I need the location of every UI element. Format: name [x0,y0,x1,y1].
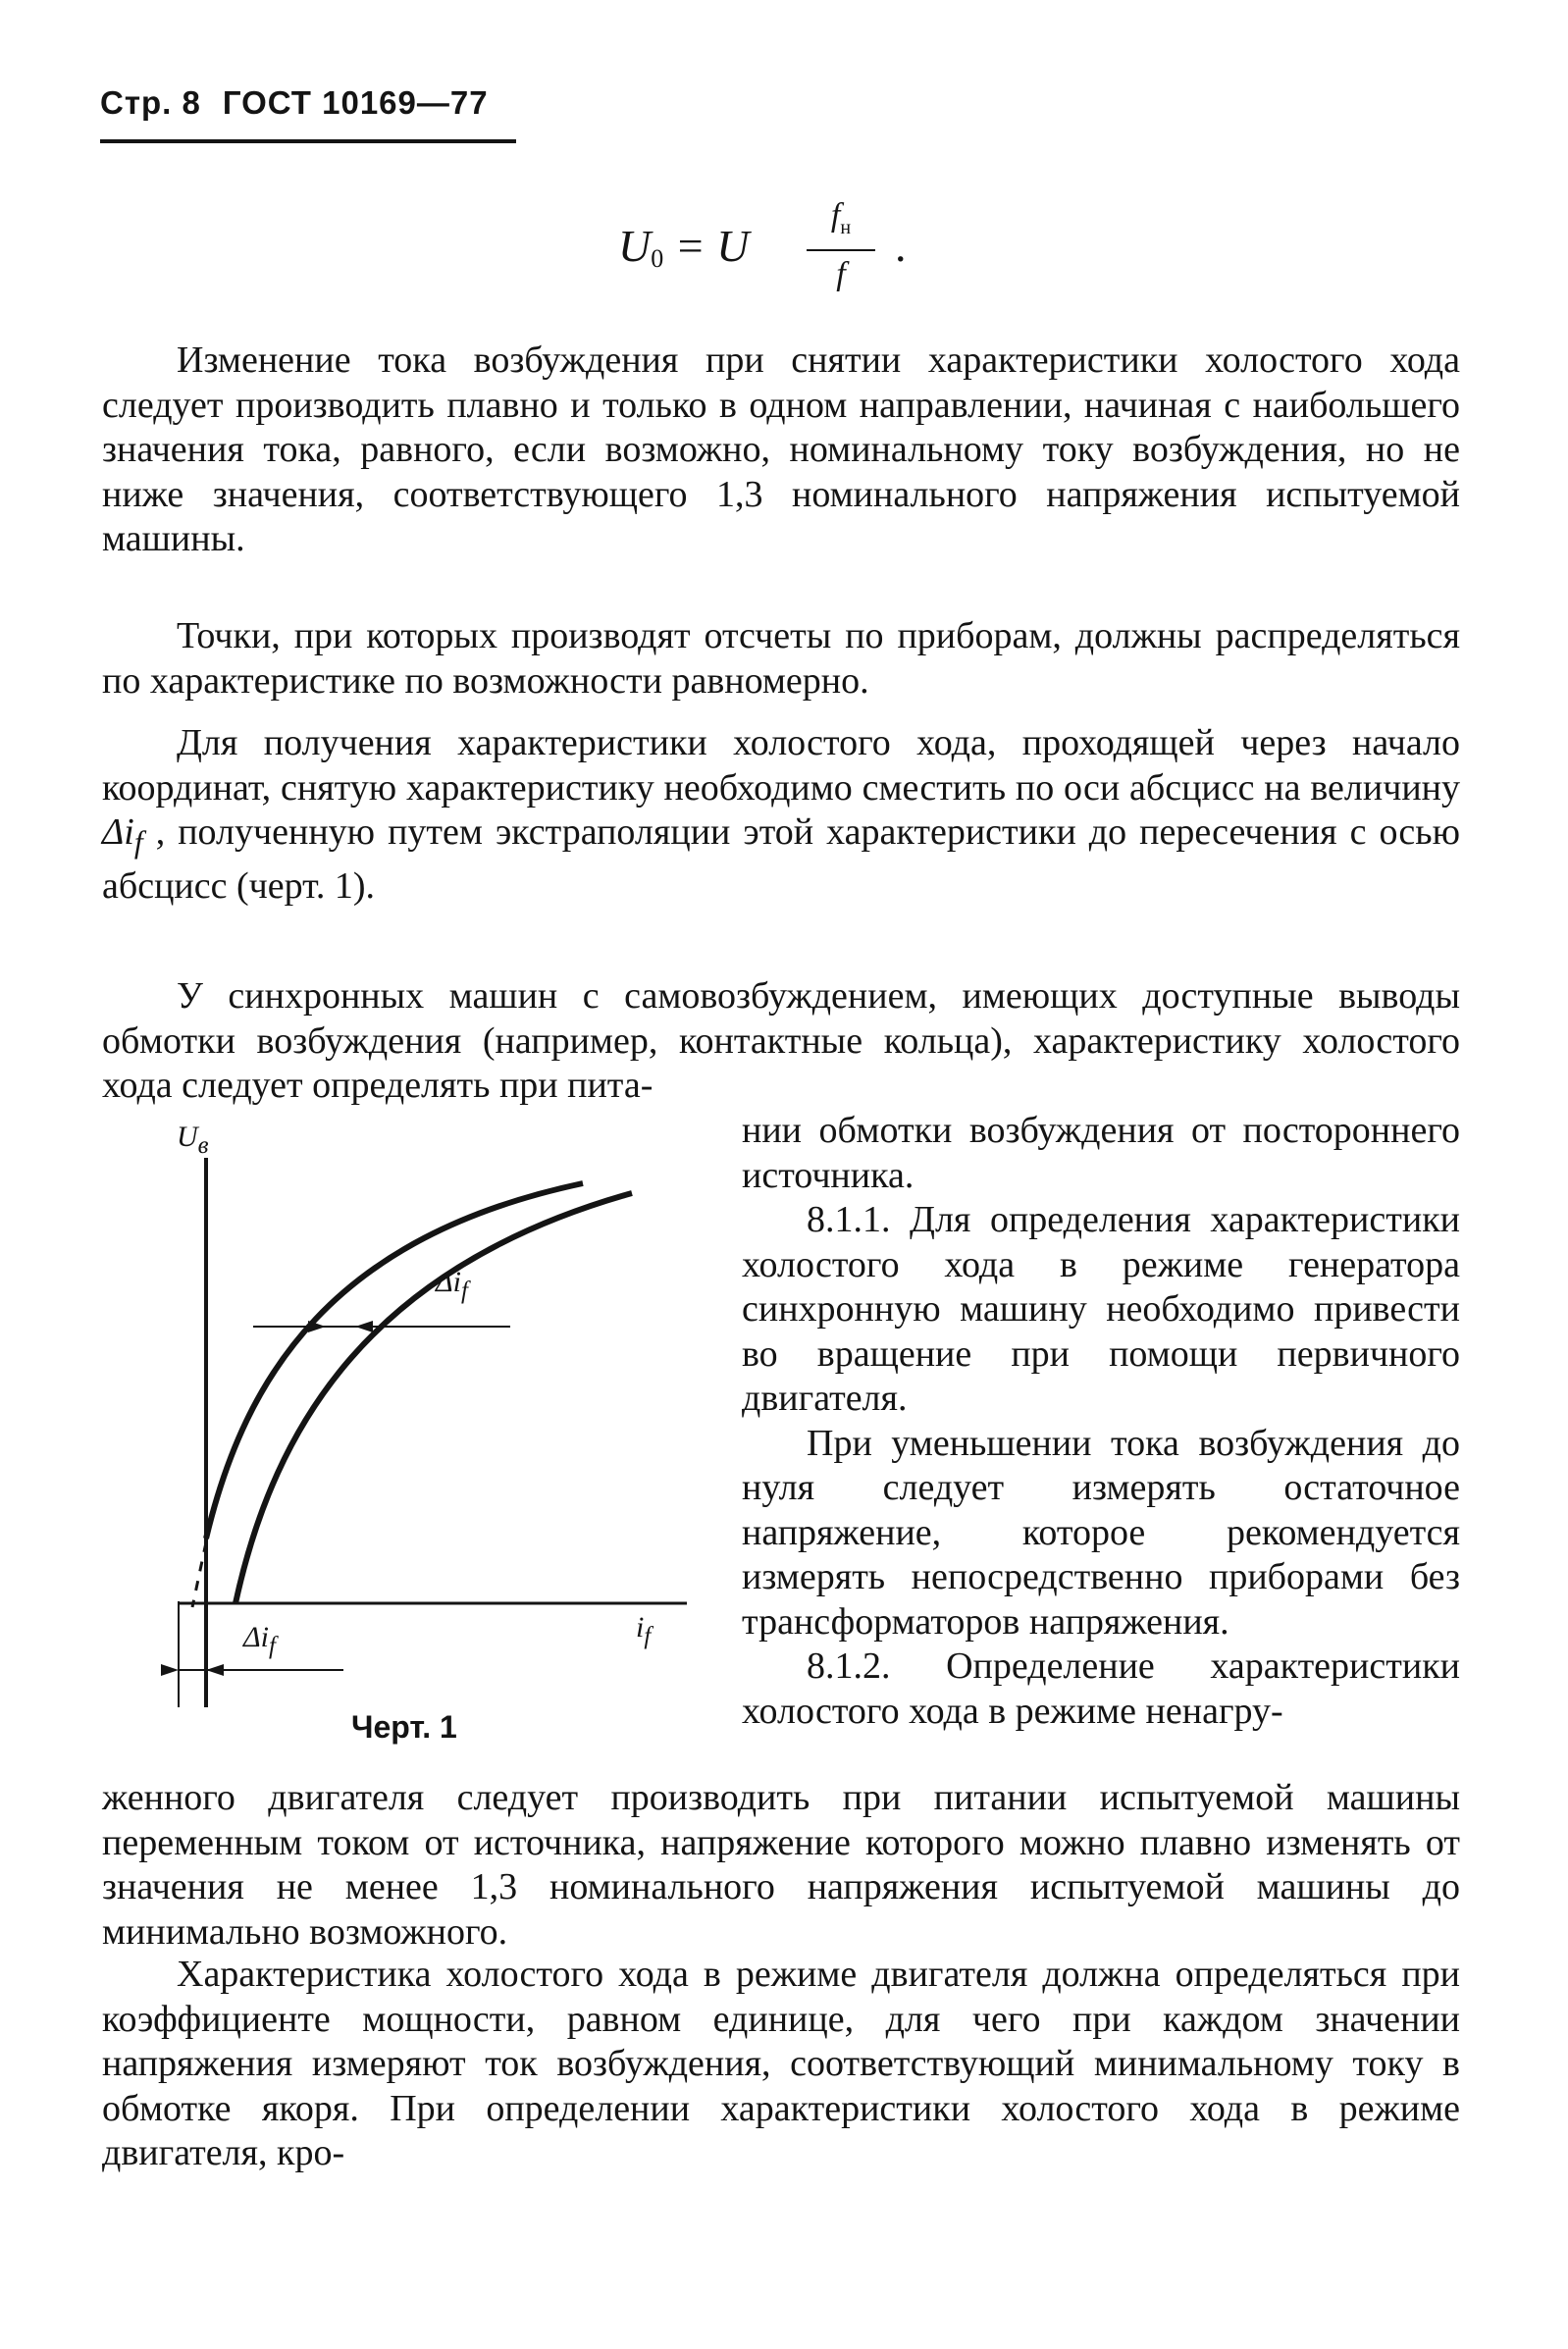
formula-fraction [807,196,875,294]
arrow-upper-left [355,1321,373,1332]
side-column [742,1109,1460,1734]
figure-1 [108,1119,697,1727]
side-text-1: нии обмотки возбуждения от постороннего источника. [742,1110,1460,1196]
no-load-characteristic-diagram [108,1119,697,1727]
clause-8-1-2: 8.1.2. Определение характеристики холостого хода в режиме ненагру- [742,1645,1460,1732]
x-axis-label: $i_f$ [636,1611,652,1649]
formula-denominator: f [836,255,846,292]
page-number: Стр. 8 [100,84,201,121]
formula-lhs: $U_0 = U$ [618,221,750,273]
arrow-lower-right [161,1664,179,1676]
y-axis-label: $U_в$ [177,1121,209,1159]
fraction-bar [807,249,875,251]
clause-8-1-1: 8.1.1. Для определения характеристики холостого хода в режиме генератора синхронную машину необходимо привести во вращение при помощи первичного двигателя. [742,1199,1460,1419]
figure-caption: Черт. 1 [351,1709,457,1745]
arrow-upper-right [308,1321,326,1332]
paragraph-residual-voltage: При уменьшении тока возбуждения до нуля следует измерять остаточное напряжение, которое рекомендуется измерять непосредственно приборами без трансформаторов напряжения. [742,1422,1460,1643]
standard-number: ГОСТ 10169—77 [222,84,489,121]
extrapolation-line [192,1542,206,1607]
paragraph-unloaded-motor: женного двигателя следует производить при питании испытуемой машины переменным током от источника, напряжение которого можно плавно изменять от значения не менее 1,3 номинального напряжения испытуемой машины до минимально возможного. [102,1777,1460,1953]
page-header [100,84,489,122]
arrow-lower-left [206,1664,224,1676]
paragraph-self-excited: У синхронных машин с самовозбуждением, имеющих доступные выводы обмотки возбуждения (например, контактные кольца), характеристику холостого хода следует определять при пита- [102,975,1460,1106]
formula-end: . [895,221,907,271]
delta-lower-label: $\Delta i_f$ [243,1621,276,1659]
curve-shifted [235,1193,632,1603]
paragraph-origin-shift: Для получения характеристики холостого хода, проходящей через начало координат, снятую характеристику необходимо сместить по оси абсцисс на величину $\Delta i_f$ , полученную путем экстраполяции этой характеристики до пересечения с осью абсцисс (черт. 1). [102,722,1460,908]
header-rule [100,139,516,143]
delta-upper-label: $\Delta i_f$ [436,1266,468,1304]
paragraph-reading-points: Точки, при которых производят отсчеты по приборам, должны распределяться по характеристике по возможности равномерно. [102,615,1460,702]
curve-measured [206,1183,583,1539]
formula-numerator: $f_н$ [830,197,852,238]
paragraph-excitation-current: Изменение тока возбуждения при снятии характеристики холостого хода следует производить плавно и только в одном направлении, начиная с наибольшего значения тока, равного, если возможно, номинальному току возбуждения, но не ниже значения, соответствующего 1,3 номинального напряжения испытуемой машины. [102,339,1460,559]
paragraph-power-factor: Характеристика холостого хода в режиме двигателя должна определяться при коэффициенте мощности, равном единице, для чего при каждом значении напряжения измеряют ток возбуждения, соответствующий минимальному току в обмотке якоря. При определении характеристики холостого хода в режиме двигателя, кро- [102,1954,1460,2173]
